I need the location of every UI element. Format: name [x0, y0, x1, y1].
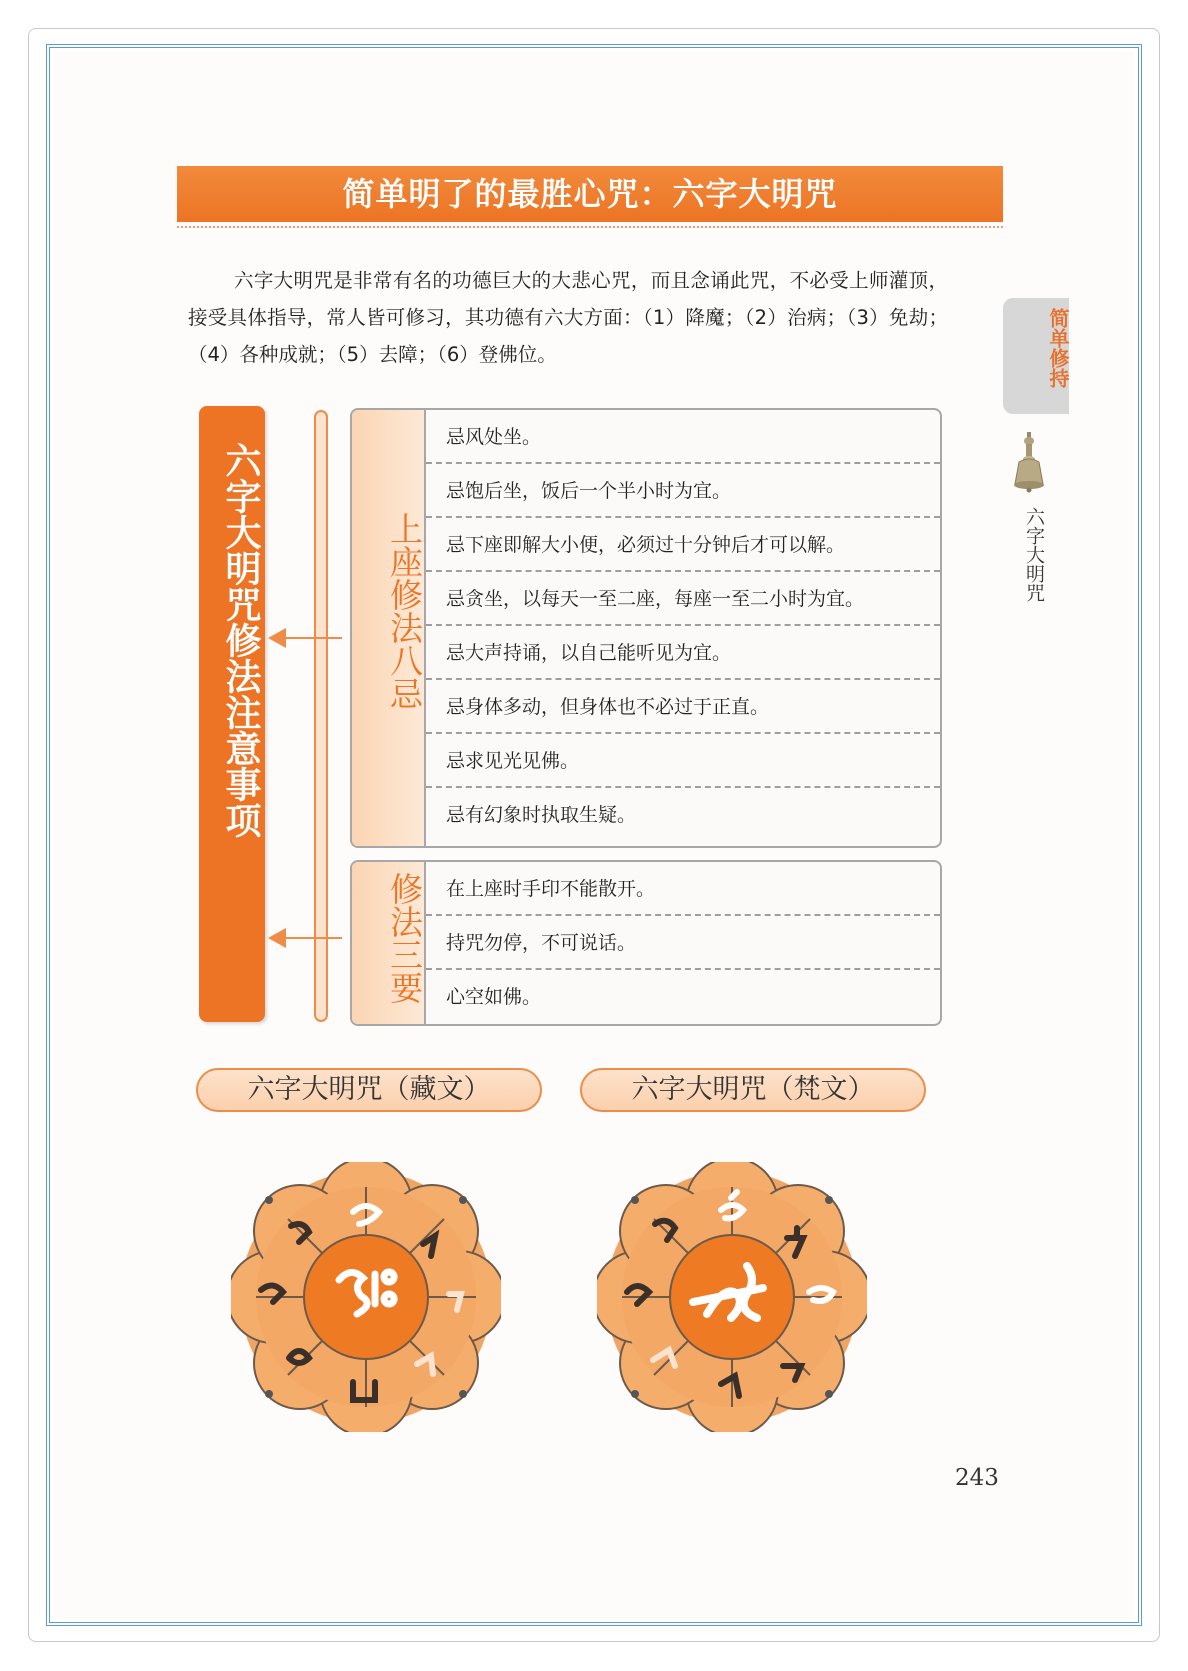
three-essentials-box: [350, 860, 942, 1026]
tibetan-mantra-mandala: [231, 1162, 501, 1432]
connector-rail: [314, 410, 328, 1022]
chapter-subtitle: 六字大明咒: [1023, 507, 1045, 602]
intro-paragraph: 六字大明咒是非常有名的功德巨大的大悲心咒，而且念诵此咒，不必受上师灌顶，接受具体指导，常人皆可修习，其功德有六大方面：（1）降魔；（2）治病；（3）免劫；（4）各种成就；（5）去障；（6）登佛位。: [188, 269, 948, 366]
list-item: 忌大声持诵，以自己能听见为宜。: [426, 626, 940, 680]
title-dotted-rule: [177, 226, 1003, 228]
caption-tibetan: 六字大明咒（藏文）: [196, 1068, 542, 1112]
vajra-bell-icon: [1011, 432, 1047, 494]
list-item: 忌风处坐。: [426, 410, 940, 464]
main-topic-text: 六字大明咒修法注意事项: [220, 442, 261, 838]
eight-taboos-box: [350, 408, 942, 848]
list-item: 心空如佛。: [446, 986, 542, 1008]
sanskrit-mantra-mandala: [597, 1162, 867, 1432]
connector-line-2: [286, 937, 342, 939]
chapter-tab-label: 简单修持: [1046, 308, 1070, 388]
eight-taboos-label: 上座修法八忌: [385, 512, 424, 710]
list-item: 忌有幻象时执取生疑。: [446, 804, 637, 826]
eight-taboos-label-cell: [352, 410, 426, 846]
chapter-side-tab[interactable]: [1003, 298, 1069, 414]
list-item: 忌下座即解大小便，必须过十分钟后才可以解。: [426, 518, 940, 572]
list-item: 忌饱后坐，饭后一个半小时为宜。: [426, 464, 940, 518]
list-item: 持咒勿停，不可说话。: [426, 916, 940, 970]
main-topic-label: [199, 406, 265, 1022]
list-item: 忌求见光见佛。: [426, 734, 940, 788]
three-essentials-label: 修法三要: [385, 872, 424, 1004]
arrow-left-icon: [268, 628, 286, 648]
caption-sanskrit: 六字大明咒（梵文）: [580, 1068, 926, 1112]
list-item: 忌贪坐，以每天一至二座，每座一至二小时为宜。: [426, 572, 940, 626]
page-title: 简单明了的最胜心咒：六字大明咒: [342, 175, 838, 213]
list-item: 在上座时手印不能散开。: [426, 862, 940, 916]
connector-line-1: [286, 637, 342, 639]
list-item: 忌身体多动，但身体也不必过于正直。: [426, 680, 940, 734]
title-banner: [177, 166, 1003, 222]
three-essentials-label-cell: [352, 862, 426, 1024]
page-number: 243: [955, 1465, 999, 1491]
arrow-left-icon: [268, 928, 286, 948]
